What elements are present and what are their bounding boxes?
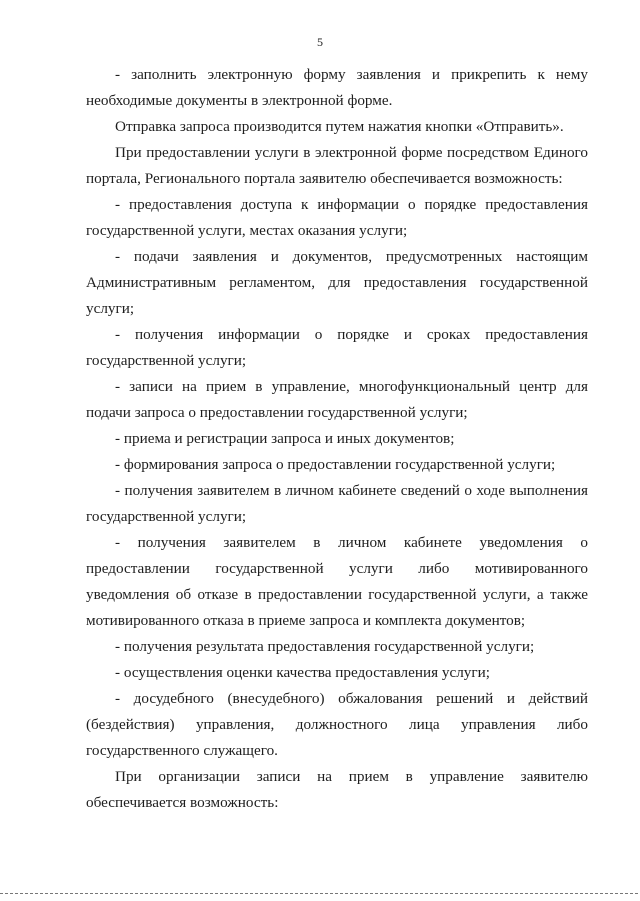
paragraph-send-request: Отправка запроса производится путем нажатия кнопки «Отправить». xyxy=(115,118,564,135)
list-item-form-request: - формирования запроса о предоставлении государственной услуги; xyxy=(115,456,556,473)
list-item-quality-assessment: - осуществления оценки качества предоставления услуги; xyxy=(115,664,490,681)
page-bottom-edge xyxy=(0,893,640,894)
paragraph-fill-form: - заполнить электронную форму заявления и прикрепить к нему необходимые документы в электронной форме. xyxy=(86,66,588,109)
list-item-progress-info: - получения заявителем в личном кабинете сведений о ходе выполнения государственной услуги; xyxy=(86,482,588,525)
list-item-info-access: - предоставления доступа к информации о порядке предоставления государственной услуги, местах оказания услуги; xyxy=(86,196,588,239)
document-body xyxy=(86,62,588,816)
list-item-notification: - получения заявителем в личном кабинете уведомления о предоставлении государственной услуги либо мотивированного уведомления об отказе в предоставлении государственной услуги, а также мотивированного отказа в приеме запроса и комплекта документов; xyxy=(86,534,588,629)
paragraph-electronic-service-intro: При предоставлении услуги в электронной форме посредством Единого портала, Регионального портала заявителю обеспечивается возможность: xyxy=(86,144,588,187)
list-item-get-info: - получения информации о порядке и сроках предоставления государственной услуги; xyxy=(86,326,588,369)
list-item-appeal: - досудебного (внесудебного) обжалования решений и действий (бездействия) управления, должностного лица управления либо государственного служащего. xyxy=(86,690,588,759)
list-item-get-result: - получения результата предоставления государственной услуги; xyxy=(115,638,535,655)
list-item-appointment: - записи на прием в управление, многофункциональный центр для подачи запроса о предоставлении государственной услуги; xyxy=(86,378,588,421)
list-item-registration: - приема и регистрации запроса и иных документов; xyxy=(115,430,455,447)
paragraph-appointment-intro: При организации записи на прием в управление заявителю обеспечивается возможность: xyxy=(86,768,588,811)
page-number: 5 xyxy=(317,35,323,49)
list-item-submit-application: - подачи заявления и документов, предусмотренных настоящим Административным регламентом, для предоставления государственной услуги; xyxy=(86,248,588,317)
